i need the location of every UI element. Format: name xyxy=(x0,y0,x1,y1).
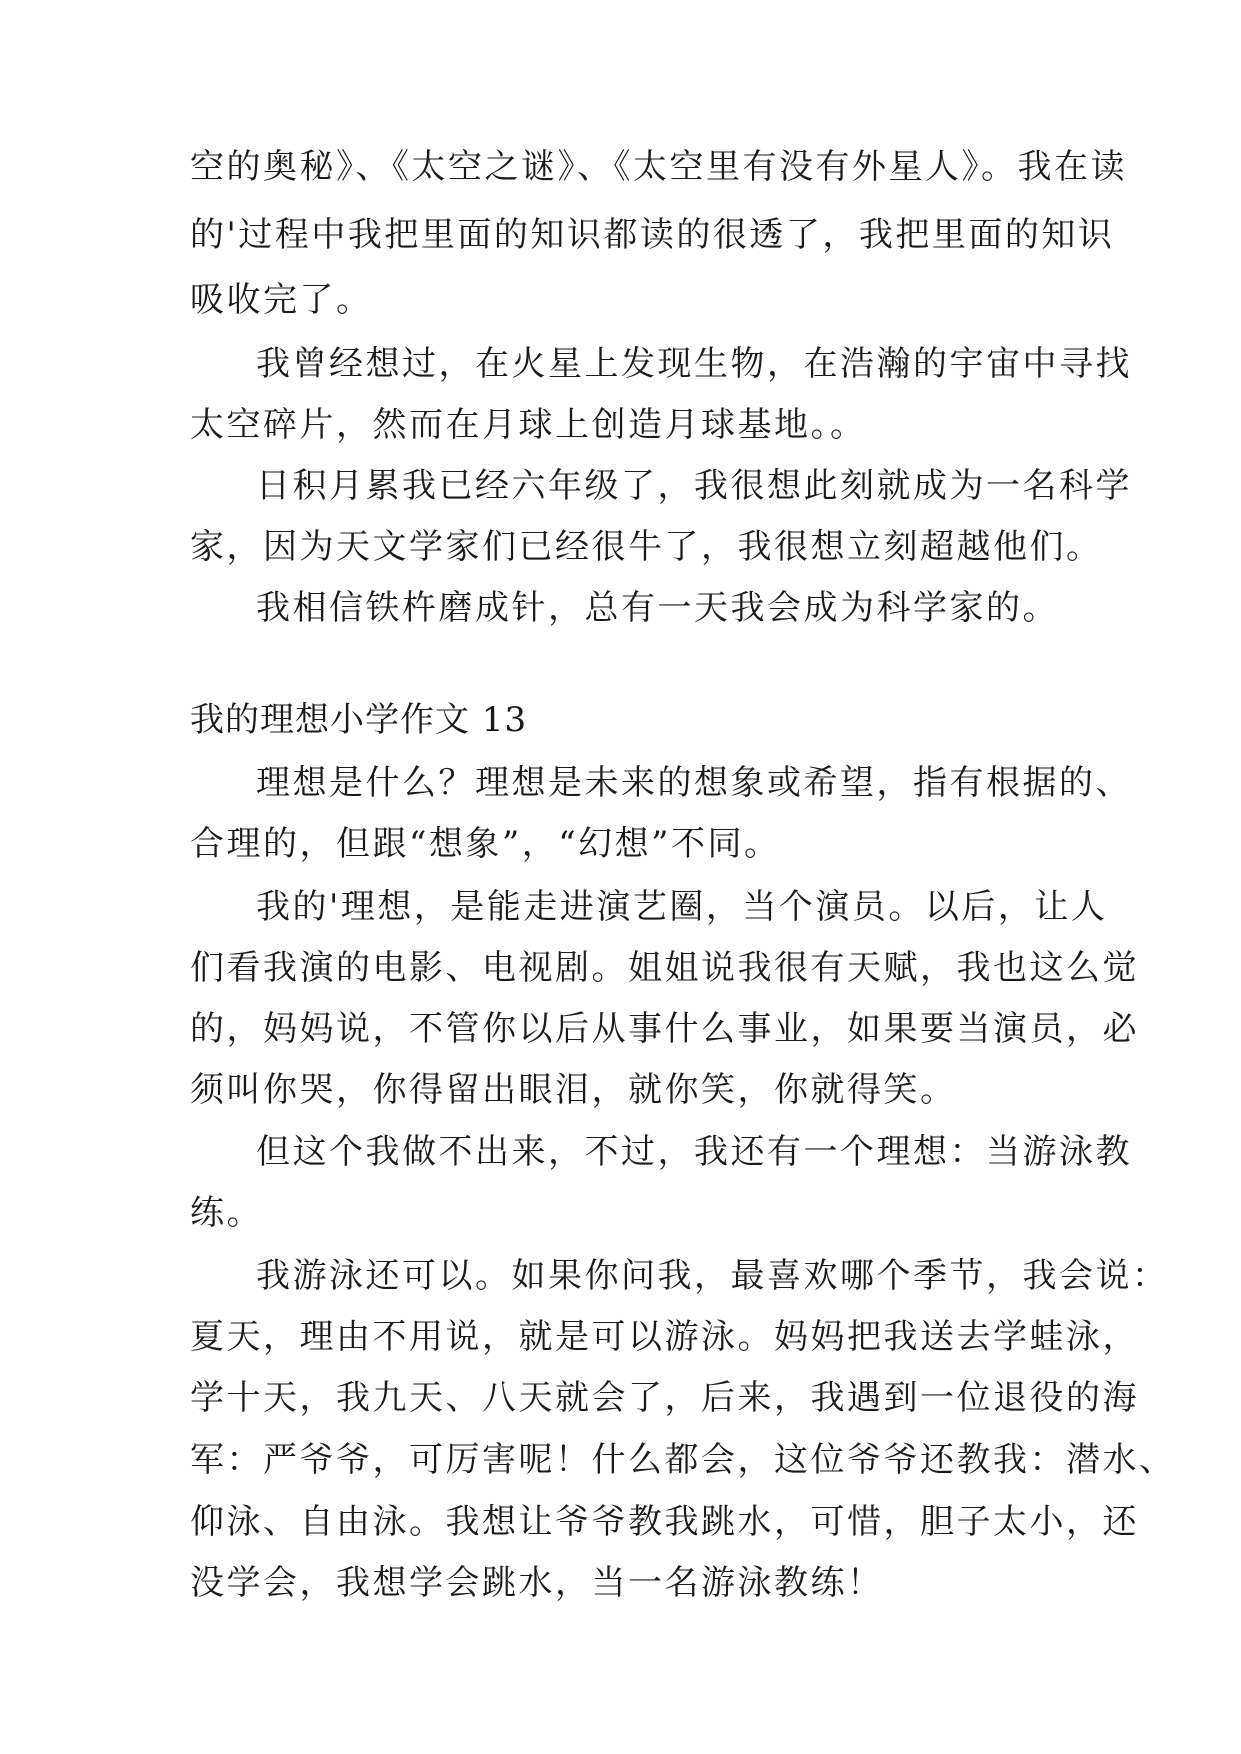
text-line: 军：严爷爷，可厉害呢！什么都会，这位爷爷还教我：潜水、 xyxy=(190,1440,1176,1480)
text-line: 空的奥秘》、《太空之谜》、《太空里有没有外星人》。我在读 xyxy=(190,147,1127,187)
text-line: 练。 xyxy=(190,1193,263,1233)
text-line: 须叫你哭，你得留出眼泪，就你笑，你就得笑。 xyxy=(190,1070,957,1110)
text-line: 太空碎片，然而在月球上创造月球基地。。 xyxy=(190,405,867,445)
text-line: 我的'理想，是能走进演艺圈，当个演员。以后，让人 xyxy=(256,887,1108,927)
text-line: 日积月累我已经六年级了，我很想此刻就成为一名科学 xyxy=(256,466,1132,506)
text-line: 没学会，我想学会跳水，当一名游泳教练！ xyxy=(190,1563,884,1603)
text-line: 我游泳还可以。如果你问我，最喜欢哪个季节，我会说： xyxy=(256,1256,1169,1296)
text-line: 我曾经想过，在火星上发现生物，在浩瀚的宇宙中寻找 xyxy=(256,344,1132,384)
text-line: 的，妈妈说，不管你以后从事什么事业，如果要当演员，必 xyxy=(190,1009,1139,1049)
text-line: 的'过程中我把里面的知识都读的很透了，我把里面的知识 xyxy=(190,215,1115,255)
essay-heading: 我的理想小学作文 13 xyxy=(190,700,528,740)
text-line: 仰泳、自由泳。我想让爷爷教我跳水，可惜，胆子太小，还 xyxy=(190,1502,1139,1542)
text-line: 我相信铁杵磨成针，总有一天我会成为科学家的。 xyxy=(256,588,1059,628)
text-line: 理想是什么？理想是未来的想象或希望，指有根据的、 xyxy=(256,763,1132,803)
text-line: 家，因为天文学家们已经很牛了，我很想立刻超越他们。 xyxy=(190,527,1103,567)
text-line: 吸收完了。 xyxy=(190,280,373,320)
text-line: 学十天，我九天、八天就会了，后来，我遇到一位退役的海 xyxy=(190,1378,1139,1418)
text-line: 们看我演的电影、电视剧。姐姐说我很有天赋，我也这么觉 xyxy=(190,948,1139,988)
text-line: 但这个我做不出来，不过，我还有一个理想：当游泳教 xyxy=(256,1132,1132,1172)
text-line: 合理的，但跟“想象”，“幻想”不同。 xyxy=(190,824,781,864)
text-line: 夏天，理由不用说，就是可以游泳。妈妈把我送去学蛙泳， xyxy=(190,1317,1139,1357)
